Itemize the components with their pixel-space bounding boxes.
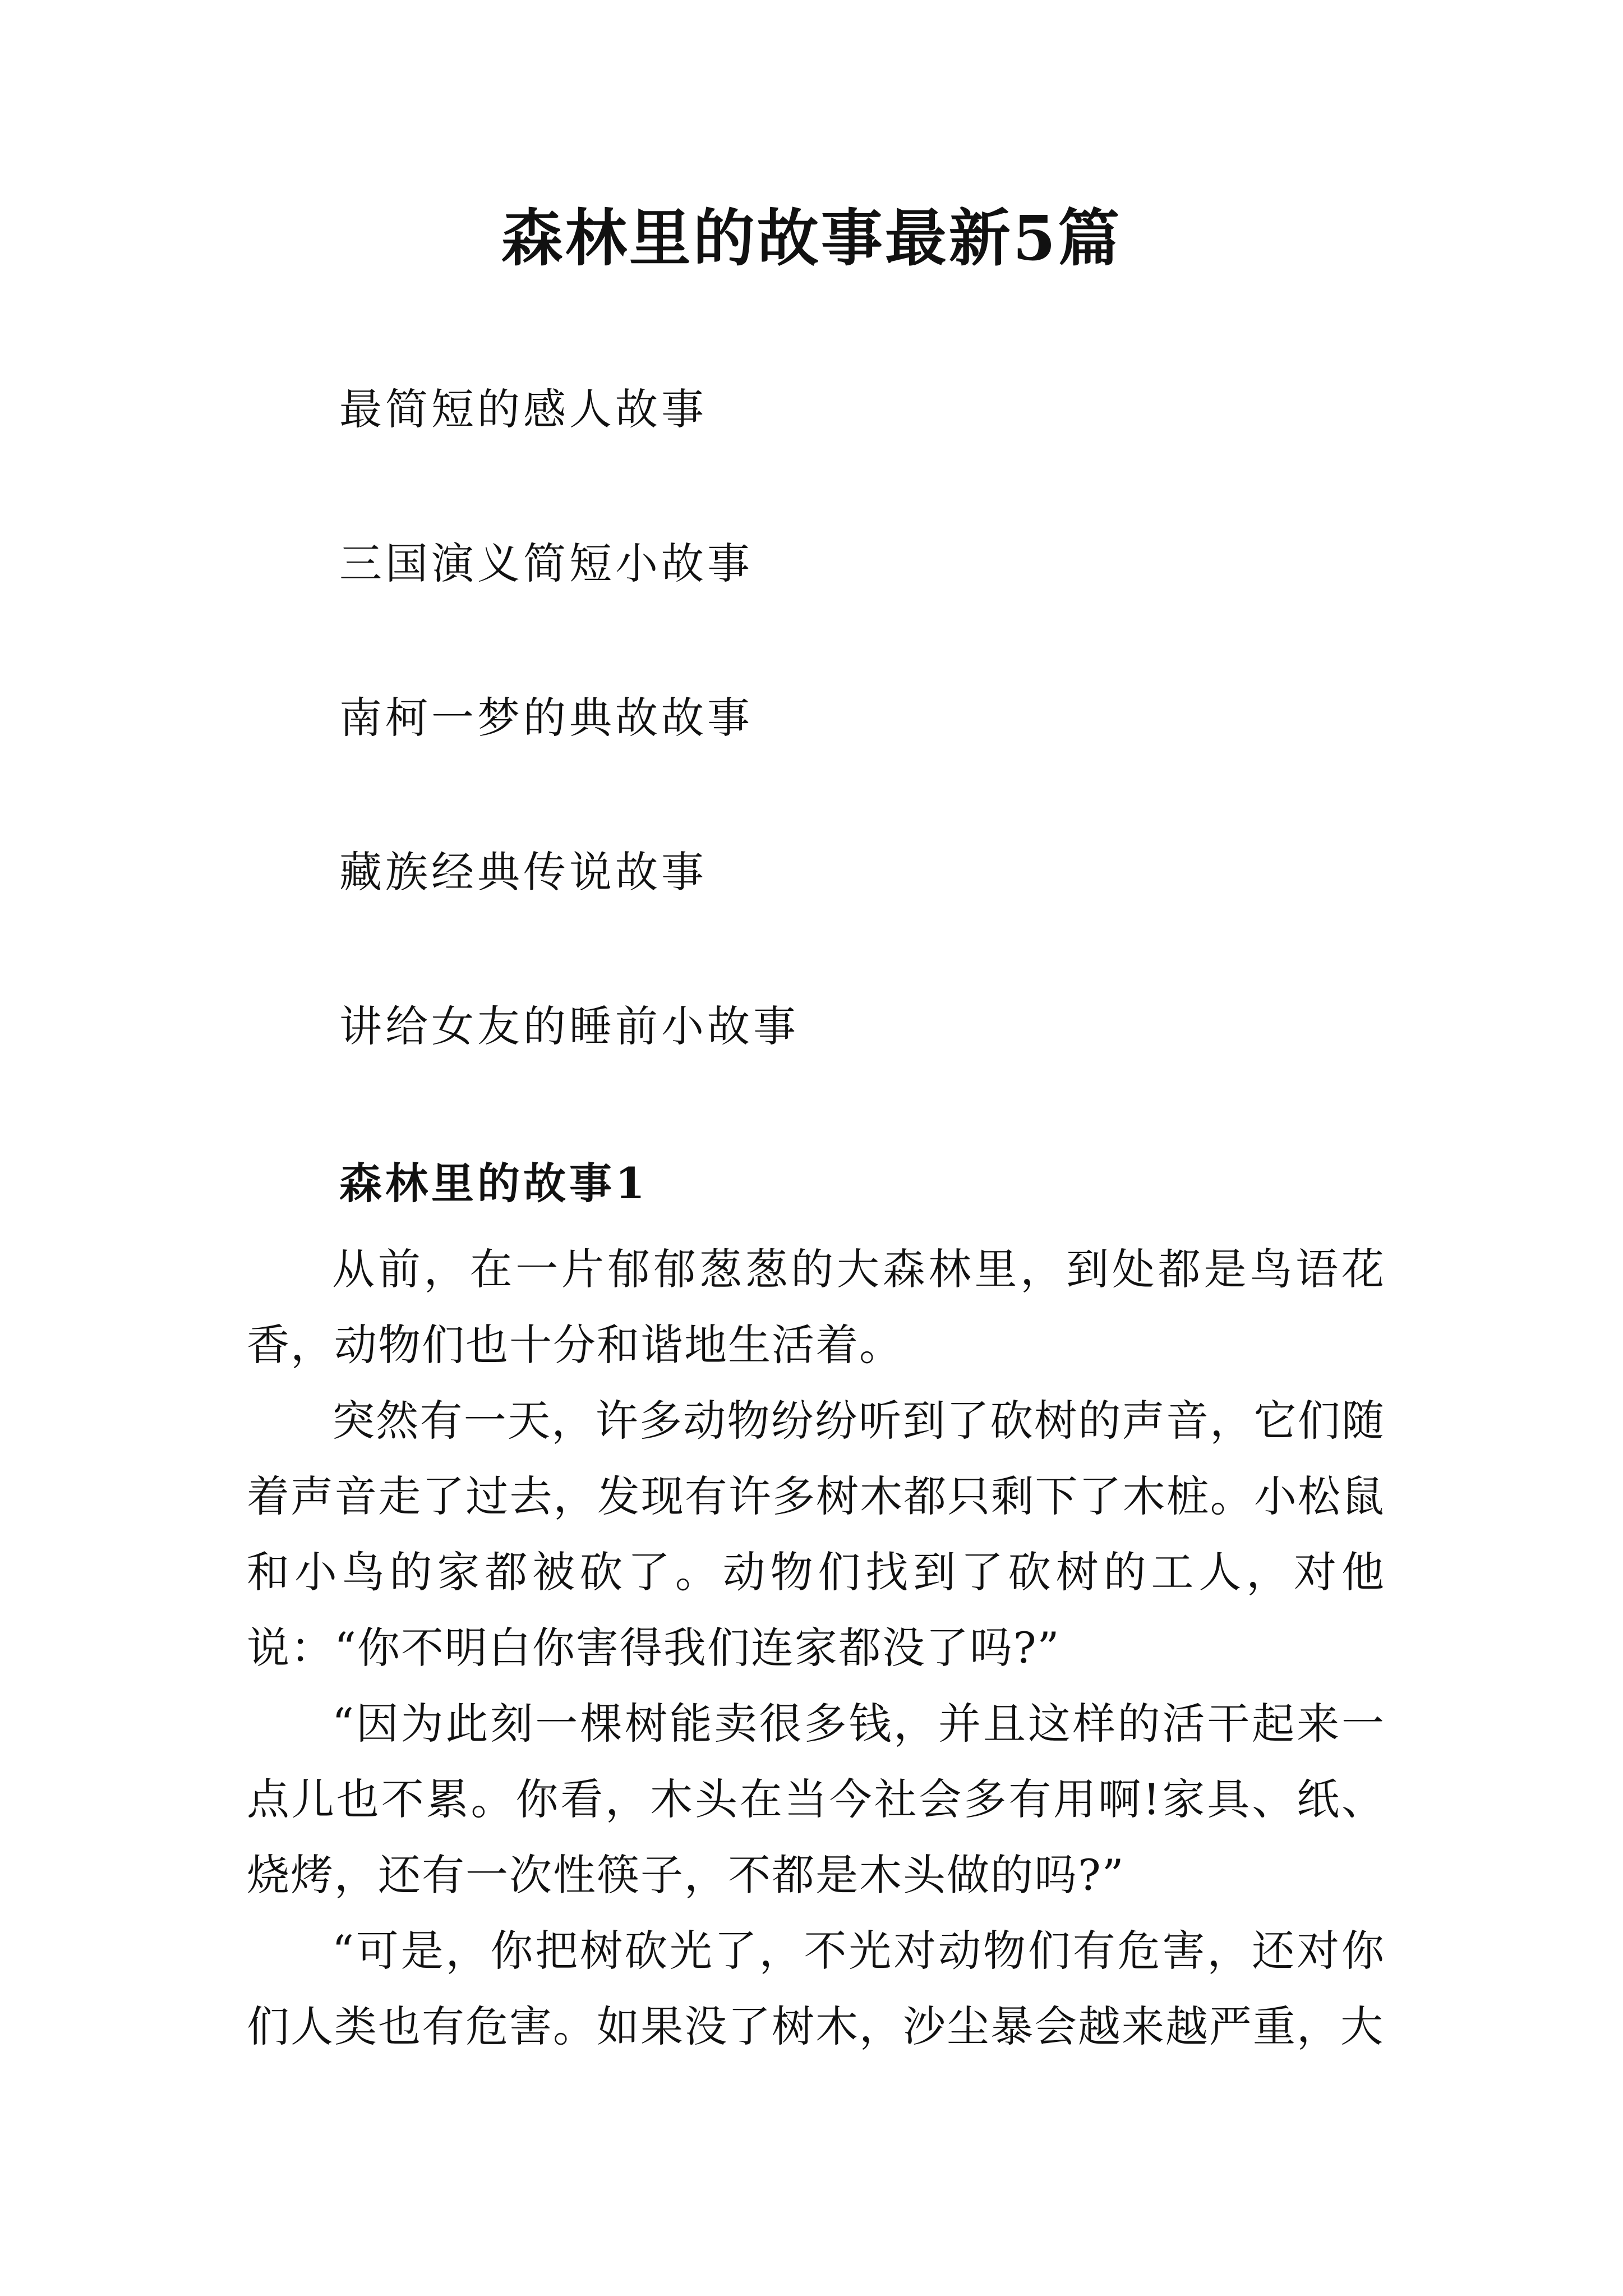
- related-article-item[interactable]: 三国演义简短小故事: [339, 539, 753, 588]
- related-article-item[interactable]: 讲给女友的睡前小故事: [339, 1001, 799, 1051]
- story-paragraph: 从前，在一片郁郁葱葱的大森林里，到处都是鸟语花香，动物们也十分和谐地生活着。: [247, 1244, 1385, 1370]
- story-paragraph: “可是，你把树砍光了，不光对动物们有危害，还对你们人类也有危害。如果没了树木，沙尘暴会越来越严重，大: [247, 1926, 1385, 2051]
- story-paragraph: “因为此刻一棵树能卖很多钱，并且这样的活干起来一点儿也不累。你看，木头在当今社会多有用啊!家具、纸、烧烤，还有一次性筷子，不都是木头做的吗?”: [247, 1699, 1385, 1900]
- related-article-item[interactable]: 最简短的感人故事: [339, 384, 707, 434]
- related-article-item[interactable]: 南柯一梦的典故故事: [339, 693, 753, 743]
- related-articles-list: [339, 381, 799, 1153]
- story-body: [247, 1231, 1385, 2064]
- story-paragraph: 突然有一天，许多动物纷纷听到了砍树的声音，它们随着声音走了过去，发现有许多树木都只剩下了木桩。小松鼠和小鸟的家都被砍了。动物们找到了砍树的工人，对他说：“你不明白你害得我们连家都没了吗?”: [247, 1396, 1385, 1673]
- section-heading: 森林里的故事1: [339, 1158, 648, 1208]
- document-title: 森林里的故事最新5篇: [501, 202, 1122, 274]
- related-article-item[interactable]: 藏族经典传说故事: [339, 847, 707, 897]
